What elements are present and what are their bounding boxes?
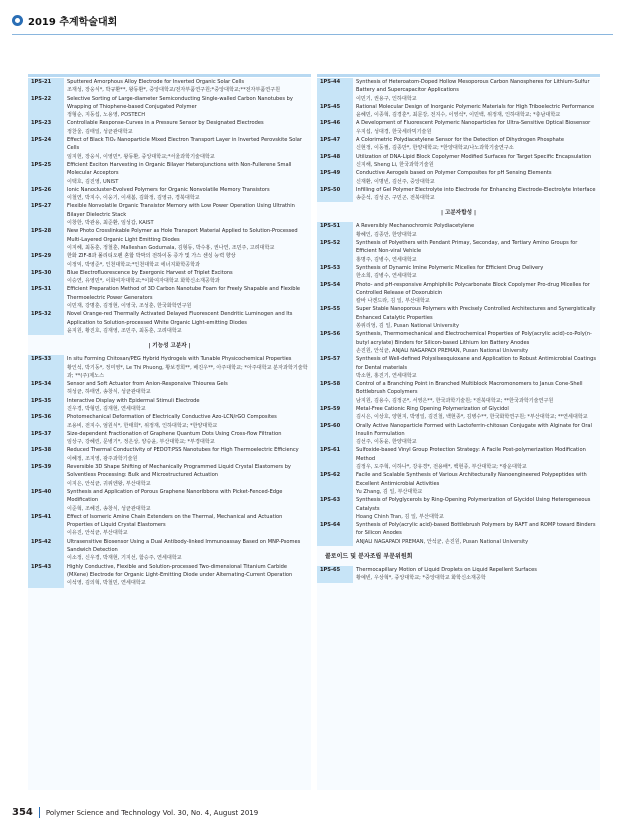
entry-title: Infilling of Gel Polymer Electrolyte into Electrode for Enhancing Electrode-Electrolyte Interface bbox=[356, 186, 596, 193]
entry-title: New Photo Crosslinkable Polymer as Hole Transport Material Applied to Solution-Processed Multi-Layered Organic Light Emitting Diodes bbox=[67, 228, 298, 243]
entry-title: Highly Conductive, Flexible and Solution-processed Two-dimensional Titanium Carbide (MXene) Electrode for Organic Light-Emitting Diode under Alternating-Current Operation bbox=[67, 563, 293, 578]
entry-body bbox=[353, 355, 600, 380]
entry-body bbox=[64, 463, 311, 488]
entry-authors: 신재환, 이명빈, 김선주, 중앙대학교 bbox=[356, 178, 435, 185]
abstract-entry bbox=[317, 422, 600, 447]
entry-code: 1PS-31 bbox=[28, 285, 64, 310]
entry-body bbox=[353, 169, 600, 186]
entry-authors: 이민기, 권용구, 인하대학교 bbox=[356, 95, 417, 102]
entry-code: 1PS-34 bbox=[28, 380, 64, 397]
abstract-entry bbox=[28, 269, 311, 286]
entry-title: Metal-Free Cationic Ring Opening Polymerization of Glycidol bbox=[356, 405, 509, 412]
entry-authors: 진우경, 박형민, 김재현, 연세대학교 bbox=[67, 405, 146, 412]
entry-code: 1PS-44 bbox=[317, 78, 353, 103]
entry-body bbox=[353, 103, 600, 120]
entry-code: 1PS-42 bbox=[28, 538, 64, 563]
entry-title: Conductive Aerogels based on Polymer Composites for pH Sensing Elements bbox=[356, 170, 552, 177]
entry-title: A Reversibly Mechanochromic Polydiacetylene bbox=[356, 223, 475, 230]
entry-code: 1PS-39 bbox=[28, 463, 64, 488]
entry-code: 1PS-51 bbox=[317, 222, 353, 239]
entry-body bbox=[64, 119, 311, 136]
entry-authors: 조재성, 장웅식*, 박규환**, 왕동환*, 중앙대학교/전자부품연구원;*중앙대학교;**전자부품연구원 bbox=[67, 87, 281, 94]
entry-authors: ANJALI NAGAPADI PREMAN, 안석균, 손진원, Pusan National University bbox=[356, 538, 529, 545]
entry-body bbox=[353, 153, 600, 170]
abstract-entry bbox=[28, 488, 311, 513]
abstract-entry bbox=[28, 136, 311, 161]
entry-code: 1PS-61 bbox=[317, 446, 353, 471]
entry-code: 1PS-23 bbox=[28, 119, 64, 136]
entry-body bbox=[353, 422, 600, 447]
abstract-entry bbox=[28, 380, 311, 397]
header-divider bbox=[12, 34, 613, 35]
abstract-entry bbox=[317, 153, 600, 170]
entry-body bbox=[353, 239, 600, 264]
entry-title: Size-dependent Fractionation of Graphene Quantum Dots Using Cross-flow Filtration bbox=[67, 430, 282, 437]
abstract-entry bbox=[317, 119, 600, 136]
entry-authors: 남지원, 김용수, 김정곤*, 서영은**, 한국과학기술원; *전북대학교; **한국과학기술연구원 bbox=[356, 397, 554, 404]
entry-code: 1PS-32 bbox=[28, 310, 64, 335]
section-heading-functional-polymers: | 기능성 고분자 | bbox=[148, 343, 191, 350]
entry-body bbox=[64, 430, 311, 447]
page-header bbox=[12, 12, 117, 28]
entry-body bbox=[64, 538, 311, 563]
entry-authors: 윤혜민, 이종혁, 김경훈*, 최문강, 전지수, 이영석*, 이민백, 위정재, 인하대학교; *충남대학교 bbox=[356, 112, 561, 119]
entry-body bbox=[353, 330, 600, 355]
entry-code: 1PS-22 bbox=[28, 95, 64, 120]
abstract-entry bbox=[317, 521, 600, 546]
entry-body bbox=[64, 563, 311, 588]
entry-title: Synthesis of Dynamic Imine Polymeric Micelles for Efficient Drug Delivery bbox=[356, 264, 544, 271]
entry-authors: 이택호, 김진영, UNIST bbox=[67, 178, 119, 185]
entry-code: 1PS-37 bbox=[28, 430, 64, 447]
page-footer bbox=[12, 807, 258, 818]
abstract-entry bbox=[28, 78, 311, 95]
entry-title: Ultrasensitive Biosensor Using a Dual Antibody-linked Immunoassay Based on MNP-Psomes Sandwich Detection bbox=[67, 538, 301, 554]
entry-code: 1PS-38 bbox=[28, 446, 64, 463]
conference-logo-icon bbox=[12, 15, 23, 26]
header-title: 2019 추계학술대회 bbox=[28, 16, 118, 28]
entry-authors: 조용비, 전지수, 엄원식*, 한태희*, 위정재, 인하대학교; *한양대학교 bbox=[67, 422, 218, 429]
abstract-entry bbox=[317, 281, 600, 306]
abstract-entry bbox=[317, 239, 600, 264]
entry-body bbox=[64, 380, 311, 397]
entry-code: 1PS-63 bbox=[317, 496, 353, 521]
entry-authors: 이승연, 유영민*, 이화여자대학교;*이화여자대학교 화학신소재공학과 bbox=[67, 278, 220, 285]
entry-body bbox=[64, 95, 311, 120]
entry-code: 1PS-29 bbox=[28, 252, 64, 269]
entry-title: Rational Molecular Design of Inorganic Polymeric Materials for High Triboelectric Performance bbox=[356, 103, 595, 110]
entry-body bbox=[353, 136, 600, 153]
abstract-entry bbox=[317, 264, 600, 281]
left-column bbox=[28, 78, 311, 790]
entry-code: 1PS-43 bbox=[28, 563, 64, 588]
right-column-top-rule bbox=[317, 74, 600, 77]
entry-title: Synthesis of Well-defined Polysilsesquioxane and Application to Robust Antimicrobial Coatings for Dental materials bbox=[356, 356, 597, 371]
entry-body bbox=[64, 78, 311, 95]
entry-code: 1PS-47 bbox=[317, 136, 353, 153]
abstract-entry bbox=[317, 186, 600, 203]
entry-authors: 이석영, 김의혁, 박철민, 연세대학교 bbox=[67, 580, 146, 587]
entry-title: Facile and Scalable Synthesis of Various Architecturally Nanoengineered Polypeptides with Excellent Antimicrobial Activities bbox=[356, 472, 587, 487]
entry-body bbox=[64, 310, 311, 335]
entry-body bbox=[64, 161, 311, 186]
entry-body bbox=[64, 446, 311, 463]
right-column bbox=[317, 78, 600, 790]
abstract-entry bbox=[28, 310, 311, 335]
abstract-entry bbox=[317, 78, 600, 103]
entry-title: Flexible Nonvolatile Organic Transistor Memory with Low Power Operation Using Ultrathin Bilayer Dielectric Stack bbox=[67, 203, 295, 218]
entry-authors: 신지해, Sheng Li, 한국과학기술원 bbox=[356, 161, 434, 168]
entry-authors: 이정익, 박영준*, 인천대학교;*인천대학교 에너지화학공학과 bbox=[67, 261, 201, 268]
entry-title: Thermocapillary Motion of Liquid Droplets on Liquid Repellent Surfaces bbox=[356, 567, 537, 574]
left-column-top-rule bbox=[28, 74, 311, 77]
right-group-2 bbox=[317, 222, 600, 546]
entry-code: 1PS-65 bbox=[317, 566, 353, 583]
entry-body bbox=[353, 222, 600, 239]
abstract-entry bbox=[317, 496, 600, 521]
abstract-entry bbox=[317, 103, 600, 120]
abstract-entry bbox=[28, 413, 311, 430]
abstract-entry bbox=[317, 380, 600, 405]
entry-body bbox=[64, 186, 311, 203]
entry-authors: 김시은, 이상호, 양현지, 박영일, 김진철, 백현종*, 김병수**, 한국화학연구원; *부산대학교; **연세대학교 bbox=[356, 414, 588, 421]
footer-divider bbox=[39, 807, 40, 818]
entry-code: 1PS-33 bbox=[28, 355, 64, 380]
entry-code: 1PS-60 bbox=[317, 422, 353, 447]
entry-code: 1PS-48 bbox=[317, 153, 353, 170]
entry-code: 1PS-58 bbox=[317, 380, 353, 405]
entry-authors: 이지은, 안석균, 귀위엔왕, 부산대학교 bbox=[67, 480, 151, 487]
entry-authors: 손진원, 안석균, ANJALI NAGAPADI PREMAN, Pusan National University bbox=[356, 347, 529, 354]
entry-title: Synthesis of Heteroatom-Doped Hollow Mesoporous Carbon Nanospheres for Lithium-Sulfur Battery and Supercapacitor Applications bbox=[356, 79, 590, 94]
entry-authors: 황혜인, 김종만, 한양대학교 bbox=[356, 231, 417, 238]
entry-title: Synthesis, Thermomechanical and Electrochemical Properties of Poly(acrylic acid)-co-Poly(n-butyl acrylate) Binders for Silicon-based Lithium Ion Battery Anodes bbox=[356, 331, 592, 346]
entry-title: Efficient Exciton Harvesting in Organic Bilayer Heterojunctions with Non-Fullerene Small Molecular Acceptors bbox=[67, 161, 292, 177]
entry-code: 1PS-56 bbox=[317, 330, 353, 355]
entry-title: Efficient Preparation Method of 3D Carbon Nanotube Foam for Freely Shapable and Flexible Thermoelectric Power Generators bbox=[67, 286, 301, 301]
abstract-entry bbox=[28, 463, 311, 488]
abstract-entry bbox=[28, 202, 311, 227]
entry-body bbox=[353, 471, 600, 496]
entry-body bbox=[353, 405, 600, 422]
entry-title: Sputtered Amorphous Alloy Electrode for Inverted Organic Solar Cells bbox=[67, 79, 245, 85]
entry-authors: Hoang Chinh Tran, 김 일, 부산대학교 bbox=[356, 513, 444, 520]
entry-title: Super Stable Nanoporous Polymers with Precisely Controlled Architectures and Synergistically Enhanced Catalytic Properties bbox=[356, 306, 596, 321]
abstract-entry bbox=[28, 227, 311, 252]
abstract-entry bbox=[28, 285, 311, 310]
entry-authors: 임상구, 강혜린, 문병기*, 정은상, 양승윤, 부산대학교; *부경대학교 bbox=[67, 439, 215, 446]
entry-body bbox=[353, 186, 600, 203]
abstract-entry bbox=[317, 330, 600, 355]
entry-code: 1PS-45 bbox=[317, 103, 353, 120]
abstract-entry bbox=[317, 222, 600, 239]
entry-code: 1PS-27 bbox=[28, 202, 64, 227]
entry-body bbox=[64, 202, 311, 227]
entry-title: Selective Sorting of Large-diameter Semiconducting Single-walled Carbon Nanotubes by Wrapping of Thiophene-based Conjugated Polymer bbox=[67, 95, 293, 110]
entry-code: 1PS-40 bbox=[28, 488, 64, 513]
entry-title: Novel Orange-red Thermally Activated Delayed Fluorescent Dendritic Luminogen and Its Application to Solution-processed White Organic Light-emitting Diodes bbox=[67, 311, 293, 326]
abstract-entry bbox=[317, 446, 600, 471]
section-heading-polymer-synthesis: | 고분자합성 | bbox=[441, 210, 476, 217]
right-group-3 bbox=[317, 566, 600, 583]
entry-body bbox=[353, 305, 600, 330]
entry-title: Reversible 3D Shape Shifting of Mechanically Programmed Liquid Crystal Elastomers by Solventless Processing: Bulk and Microstructured Actuation bbox=[67, 464, 291, 479]
entry-code: 1PS-59 bbox=[317, 405, 353, 422]
entry-code: 1PS-55 bbox=[317, 305, 353, 330]
entry-title: Synthesis of Poly(acrylic acid)-based Bottlebrush Polymers by RAFT and ROMP toward Binders for Silicon Anodes bbox=[356, 522, 596, 537]
entry-title: Ionic Nanocluster-Evolved Polymers for Organic Nonvolatile Memory Transistors bbox=[67, 186, 270, 193]
entry-authors: 정형순, 지동섭, 노용영, POSTECH bbox=[67, 112, 146, 119]
entry-code: 1PS-46 bbox=[317, 119, 353, 136]
entry-code: 1PS-57 bbox=[317, 355, 353, 380]
entry-authors: 임지헌, 장웅식, 이영민*, 왕동환, 중앙대학교;*서울과학기술대학교 bbox=[67, 153, 215, 160]
entry-authors: 정찬울, 김태일, 성균관대학교 bbox=[67, 128, 133, 135]
entry-title: Synthesis of Polyglycerols by Ring-Opening Polymerization of Glycidol Using Heterogeneous Catalysts bbox=[356, 497, 591, 512]
abstract-entry bbox=[28, 513, 311, 538]
entry-authors: 송준석, 김성곤, 구민곤, 전북대학교 bbox=[356, 195, 435, 202]
entry-title: Effect of Black TiO₂ Nanoparticle Mixed Electron Transport Layer in Inverted Perovskite Solar Cells bbox=[67, 137, 302, 152]
entry-body bbox=[64, 252, 311, 269]
entry-body bbox=[64, 355, 311, 380]
abstract-entry bbox=[28, 563, 311, 588]
entry-body bbox=[64, 397, 311, 414]
entry-body bbox=[353, 496, 600, 521]
entry-title: Controllable Response-Curves in a Pressure Sensor by Designated Electrodes bbox=[67, 120, 264, 127]
entry-authors: 이혜정, 조지영, 광주과학기술원 bbox=[67, 455, 138, 462]
entry-body bbox=[353, 521, 600, 546]
entry-code: 1PS-24 bbox=[28, 136, 64, 161]
entry-code: 1PS-30 bbox=[28, 269, 64, 286]
entry-code: 1PS-35 bbox=[28, 397, 64, 414]
abstract-entry bbox=[317, 471, 600, 496]
entry-title: Sulfoxide-based Vinyl Group Protection Strategy: A Facile Post-polymerization Modification Method bbox=[356, 447, 586, 462]
entry-title: Orally Active Nanoparticle Formed with Lactoferrin-chitosan Conjugate with Alginate for Oral Insulin Formulation bbox=[356, 422, 592, 437]
abstract-entry bbox=[28, 446, 311, 463]
entry-body bbox=[353, 380, 600, 405]
entry-authors: 우지섭, 성대경, 한국세라믹기술원 bbox=[356, 128, 432, 135]
entry-authors: 김정우, 도주혁, 이하나*, 강유경*, 전용배*, 백현종, 부산대학교; *광운대학교 bbox=[356, 464, 527, 471]
entry-code: 1PS-21 bbox=[28, 78, 64, 95]
entry-title: Photo- and pH-responsive Amphiphilic Polycarbonate Block Copolymer Pro-drug Micelles for Controlled Release of Doxorubicin bbox=[356, 281, 590, 296]
entry-code: 1PS-28 bbox=[28, 227, 64, 252]
entry-title: Synthesis of Polyethers with Pendant Primay, Seconday, and Tertiary Amino Groups for Efficient Non-viral Vehicle bbox=[356, 240, 578, 255]
entry-authors: 신현정, 이동필, 김종만*, 한양대학교; *한양대학교/나노과학기술연구소 bbox=[356, 145, 514, 152]
abstract-entry bbox=[28, 186, 311, 203]
entry-title: Reduced Thermal Conductivity of PEDOT:PSS Nanotubes for High Thermoelectric Efficiency bbox=[67, 447, 299, 454]
entry-title: Control of a Branching Point in Branched Multiblock Macromonomers to Janus Cone-Shell Bottlebrush Copolymers bbox=[356, 381, 583, 396]
entry-body bbox=[353, 119, 600, 136]
entry-title: 한화 ZIF-8과 폴리티오펜 혼합 박막의 전하이동 증가 및 가스 센싱 능력 향상 bbox=[67, 253, 236, 260]
entry-code: 1PS-53 bbox=[317, 264, 353, 281]
entry-authors: 한소희, 김병수, 연세대학교 bbox=[356, 273, 417, 280]
entry-authors: 칼바 나겐드라, 김 일, 부산대학교 bbox=[356, 298, 430, 305]
entry-authors: 황예빈, 우상혁*, 중앙대학교; *중앙대학교 화학신소재공학 bbox=[356, 575, 486, 582]
entry-title: Synthesis and Application of Porous Graphene Nanoribbons with Picket-Fenced-Edge Modification bbox=[67, 488, 283, 504]
entry-code: 1PS-62 bbox=[317, 471, 353, 496]
abstract-entry bbox=[317, 305, 600, 330]
entry-body bbox=[64, 413, 311, 430]
entry-title: Sensor and Soft Actuator from Anion-Responsive Thiourea Gels bbox=[67, 381, 228, 388]
entry-body bbox=[64, 269, 311, 286]
abstract-entry bbox=[28, 355, 311, 380]
abstract-entry bbox=[28, 161, 311, 186]
entry-authors: 윤지원, 황진호, 김재영, 조민주, 최동훈, 고려대학교 bbox=[67, 327, 182, 334]
entry-code: 1PS-54 bbox=[317, 281, 353, 306]
section-heading-colloid-committee: 콜로이드 및 분자조립 부문위원회 bbox=[325, 553, 413, 561]
entry-authors: Yu Zhang, 김 일, 부산대학교 bbox=[356, 488, 423, 495]
entry-authors: 이준혁, 조혜진, 송창식, 성균관대학교 bbox=[67, 505, 151, 512]
abstract-entry bbox=[28, 252, 311, 269]
entry-authors: 박소현, 홍진기, 연세대학교 bbox=[356, 372, 417, 379]
entry-code: 1PS-64 bbox=[317, 521, 353, 546]
abstract-entry bbox=[317, 355, 600, 380]
abstract-entry bbox=[28, 397, 311, 414]
entry-authors: 이창한, 박관용, 최준환, 임성갑, KAIST bbox=[67, 220, 154, 227]
abstract-entry bbox=[28, 95, 311, 120]
entry-code: 1PS-50 bbox=[317, 186, 353, 203]
entry-code: 1PS-52 bbox=[317, 239, 353, 264]
entry-title: A Colorimetric Polydiacetylene Sensor for the Detection of Dihydrogen Phosphate bbox=[356, 137, 565, 144]
entry-body bbox=[64, 285, 311, 310]
entry-title: Utilization of DNA-Lipid Block Copolymer Modified Surfaces for Target Specific Encapsulation bbox=[356, 153, 592, 160]
left-group-2 bbox=[28, 355, 311, 587]
entry-body bbox=[353, 446, 600, 471]
entry-body bbox=[353, 566, 600, 583]
entry-title: A Development of Fluorescent Polymeric Nanoparticles for Ultra-Sensitive Optical Biosensor bbox=[356, 120, 591, 127]
abstract-entry bbox=[28, 430, 311, 447]
entry-authors: 이철연, 박지수, 이웅기, 이새봄, 김화정, 김영규, 경북대학교 bbox=[67, 195, 200, 202]
entry-body bbox=[353, 78, 600, 103]
journal-citation: Polymer Science and Technology Vol. 30, No. 4, August 2019 bbox=[45, 808, 259, 817]
entry-body bbox=[353, 264, 600, 281]
entry-authors: 이지혜, 최동훈, 정철훈, Malleshan Godumala, 김형동, 박수홍, 권나연, 조민주, 고려대학교 bbox=[67, 244, 275, 251]
entry-body bbox=[353, 281, 600, 306]
entry-code: 1PS-36 bbox=[28, 413, 64, 430]
entry-authors: 허성균, 하태연, 송창식, 성균관대학교 bbox=[67, 389, 151, 396]
entry-body bbox=[64, 136, 311, 161]
entry-authors: 김선주, 이동윤, 한양대학교 bbox=[356, 439, 417, 446]
entry-authors: 홍명주, 김병수, 연세대학교 bbox=[356, 256, 417, 263]
entry-body bbox=[64, 227, 311, 252]
entry-body bbox=[64, 513, 311, 538]
left-group-1 bbox=[28, 78, 311, 335]
entry-authors: 쏭위리엉, 김 일, Pusan National University bbox=[356, 323, 459, 330]
entry-authors: 이유진, 안석균, 부산대학교 bbox=[67, 530, 128, 537]
entry-code: 1PS-41 bbox=[28, 513, 64, 538]
entry-title: Interactive Display with Epidermal Stimuli Electrode bbox=[67, 397, 200, 404]
entry-code: 1PS-26 bbox=[28, 186, 64, 203]
entry-code: 1PS-49 bbox=[317, 169, 353, 186]
abstract-entry bbox=[317, 405, 600, 422]
entry-authors: 이소정, 신우경, 박재현, 기지선, 함승주, 연세대학교 bbox=[67, 555, 182, 562]
entry-title: In situ Forming Chitosan/PEG Hybrid Hydrogels with Tunable Physicochemical Properties bbox=[67, 356, 292, 363]
abstract-entry bbox=[317, 169, 600, 186]
entry-body bbox=[64, 488, 311, 513]
entry-title: Blue Electrofluorescence by Exergonic Harvest of Triplet Excitons bbox=[67, 269, 233, 276]
abstract-entry bbox=[28, 538, 311, 563]
entry-title: Photomechanical Deformation of Electrically Conductive Azo-LCN/rGO Composites bbox=[67, 414, 277, 421]
abstract-entry bbox=[317, 566, 600, 583]
entry-authors: 황인석, 박기동*, 정미영*, Le Thi Phuong, 황보경희**, 배진우**, 아주대학교; *아주대학교 분자과학기술학과; **(주)제노스 bbox=[67, 364, 308, 379]
right-group-1 bbox=[317, 78, 600, 202]
abstract-entry bbox=[317, 136, 600, 153]
abstract-entry bbox=[28, 119, 311, 136]
entry-authors: 이민재, 강명훈, 김정현, 이영국, 조성훈, 한국화학연구원 bbox=[67, 303, 192, 310]
page-number: 354 bbox=[12, 807, 33, 818]
entry-code: 1PS-25 bbox=[28, 161, 64, 186]
entry-title: Effect of Isomeric Amine Chain Extenders on the Thermal, Mechanical and Actuation Properties of Liquid Crystal Elastomers bbox=[67, 513, 283, 529]
